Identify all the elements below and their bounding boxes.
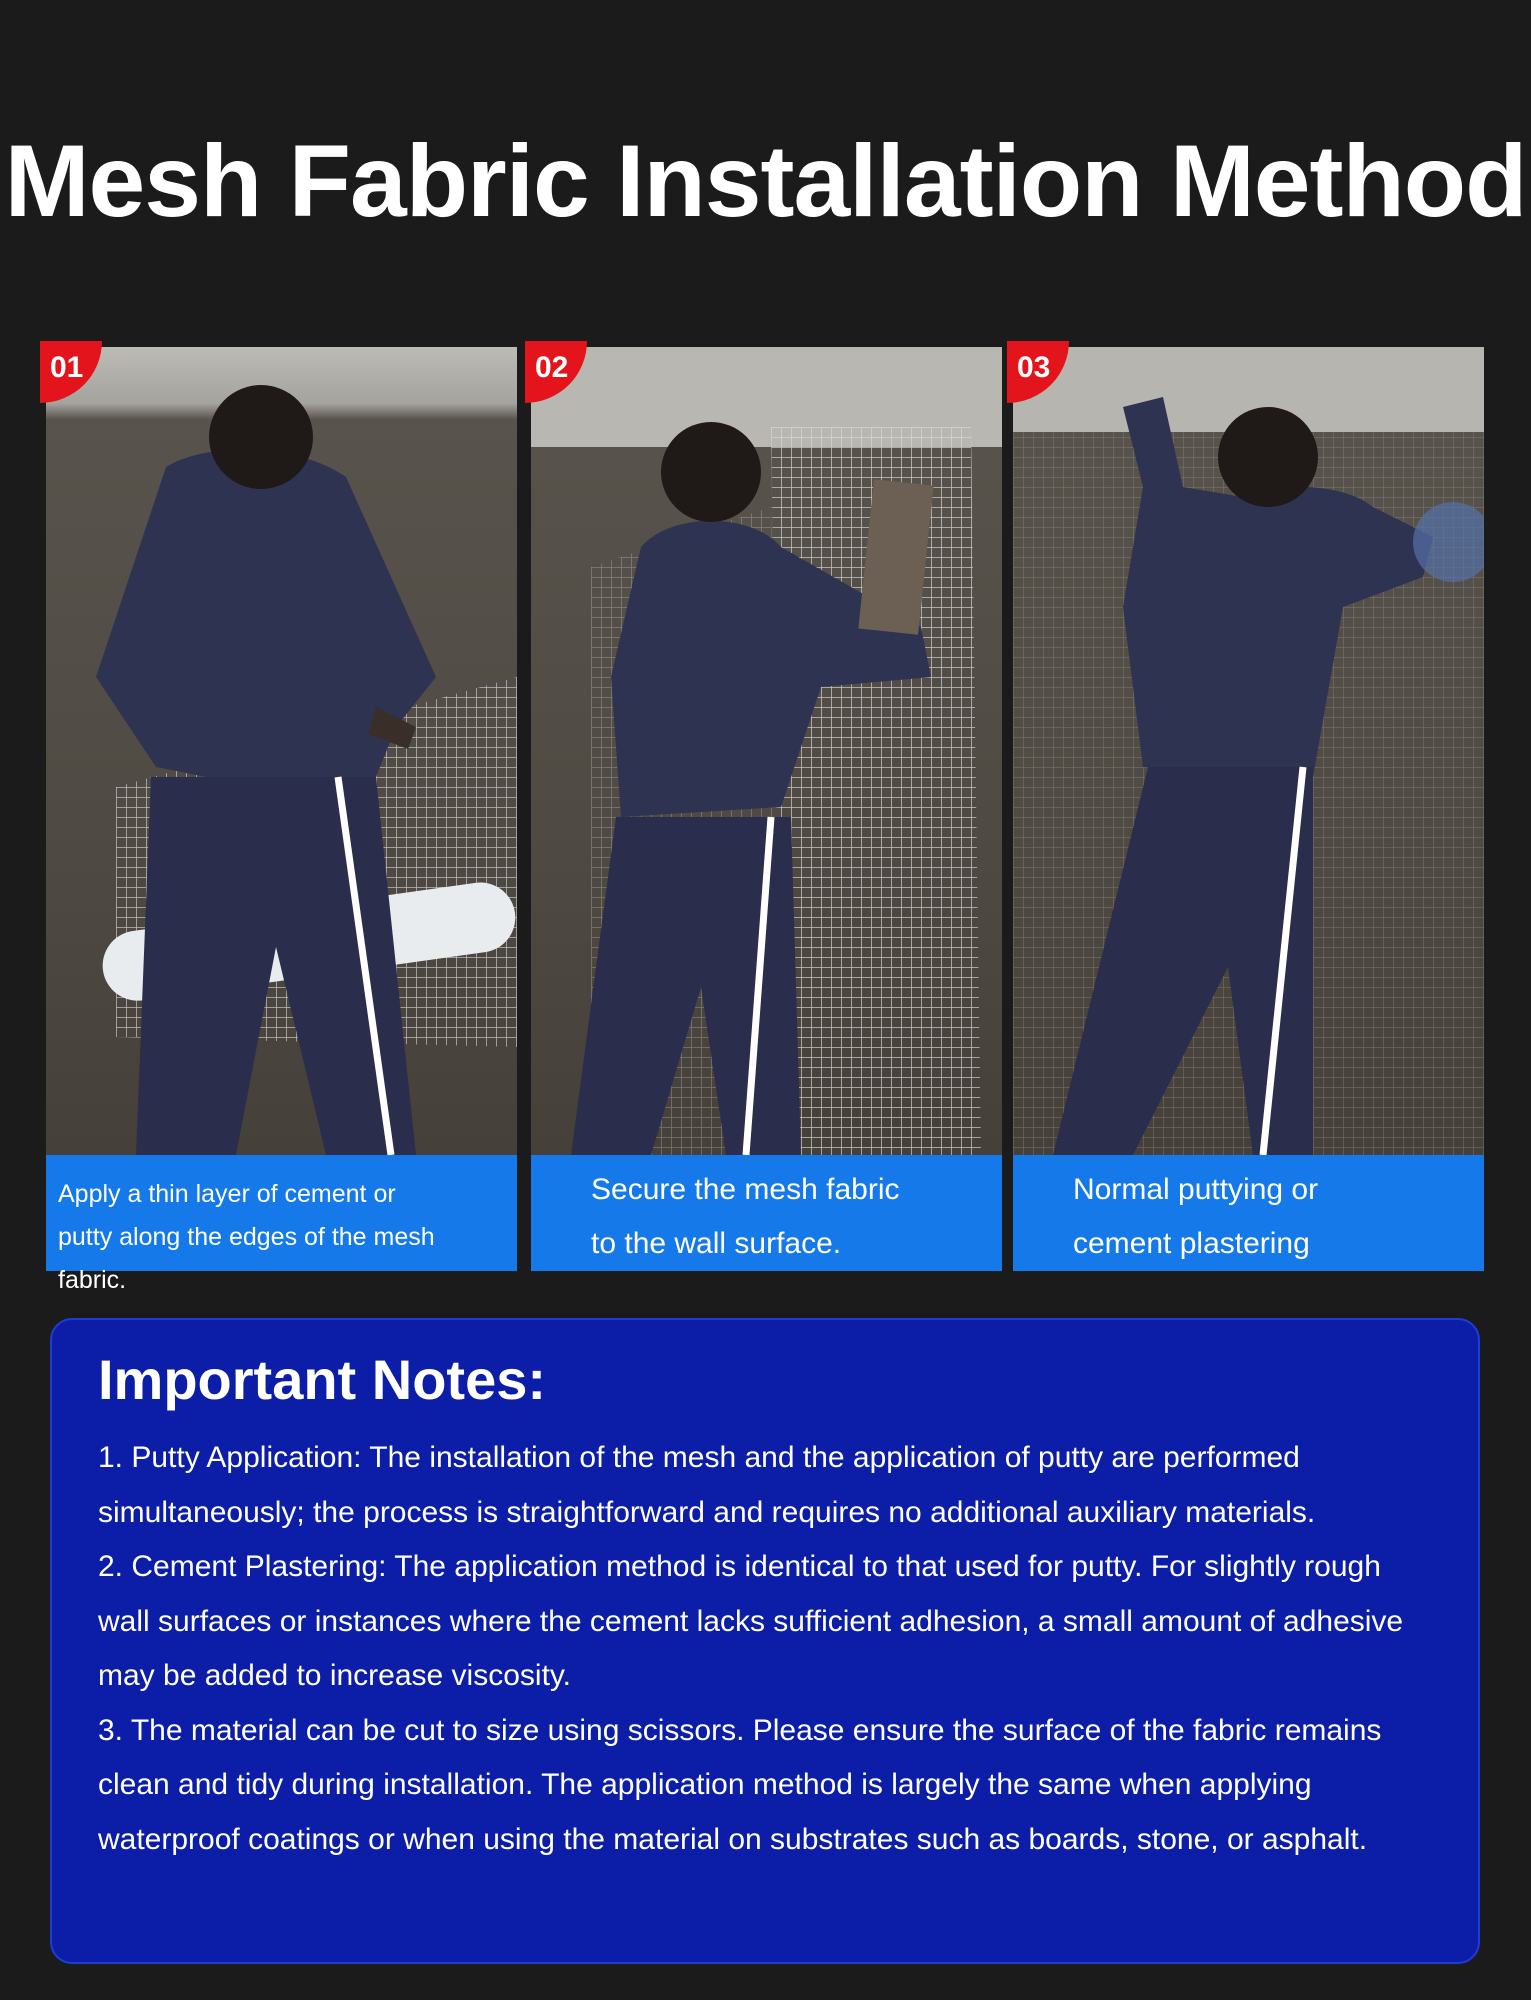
- step-card-1: [46, 347, 517, 1294]
- caption-line: Apply a thin layer of cement or: [58, 1180, 396, 1208]
- important-notes-panel: [50, 1318, 1480, 1964]
- step-number-badge: 01: [40, 341, 102, 403]
- step-caption: [1013, 1155, 1484, 1271]
- note-item-1: 1. Putty Application: The installation of the mesh and the application of putty are performed simultaneously; the process is straightforward and requires no additional auxiliary materials.: [98, 1441, 1316, 1529]
- step-3-photo: [1013, 347, 1484, 1155]
- caption-line: cement plastering: [1073, 1227, 1310, 1260]
- note-item-3: 3. The material can be cut to size using scissors. Please ensure the surface of the fabric remains clean and tidy during installation. The application method is largely the same when applying waterproof coatings or when using the material on substrates such as boards, stone, or asphalt.: [98, 1713, 1382, 1856]
- step-caption: [46, 1155, 517, 1294]
- step-number-badge: 02: [525, 341, 587, 403]
- step-number-badge: 03: [1007, 341, 1069, 403]
- step-2-photo: [531, 347, 1002, 1155]
- page-title: Mesh Fabric Installation Method: [4, 124, 1527, 238]
- notes-heading: Important Notes:: [98, 1348, 546, 1411]
- step-1-photo: [46, 347, 517, 1155]
- step-card-3: [1013, 347, 1484, 1271]
- caption-line: Normal puttying or: [1073, 1173, 1319, 1206]
- note-item-2: 2. Cement Plastering: The application method is identical to that used for putty. For slightly rough wall surfaces or instances where the cement lacks sufficient adhesion, a small amount of adhesive may be added to increase viscosity.: [98, 1550, 1404, 1693]
- caption-line: putty along the edges of the mesh fabric.: [58, 1223, 435, 1294]
- caption-line: Secure the mesh fabric: [591, 1173, 900, 1206]
- caption-line: to the wall surface.: [591, 1227, 842, 1260]
- step-caption: [531, 1155, 1002, 1271]
- step-card-2: [531, 347, 1002, 1271]
